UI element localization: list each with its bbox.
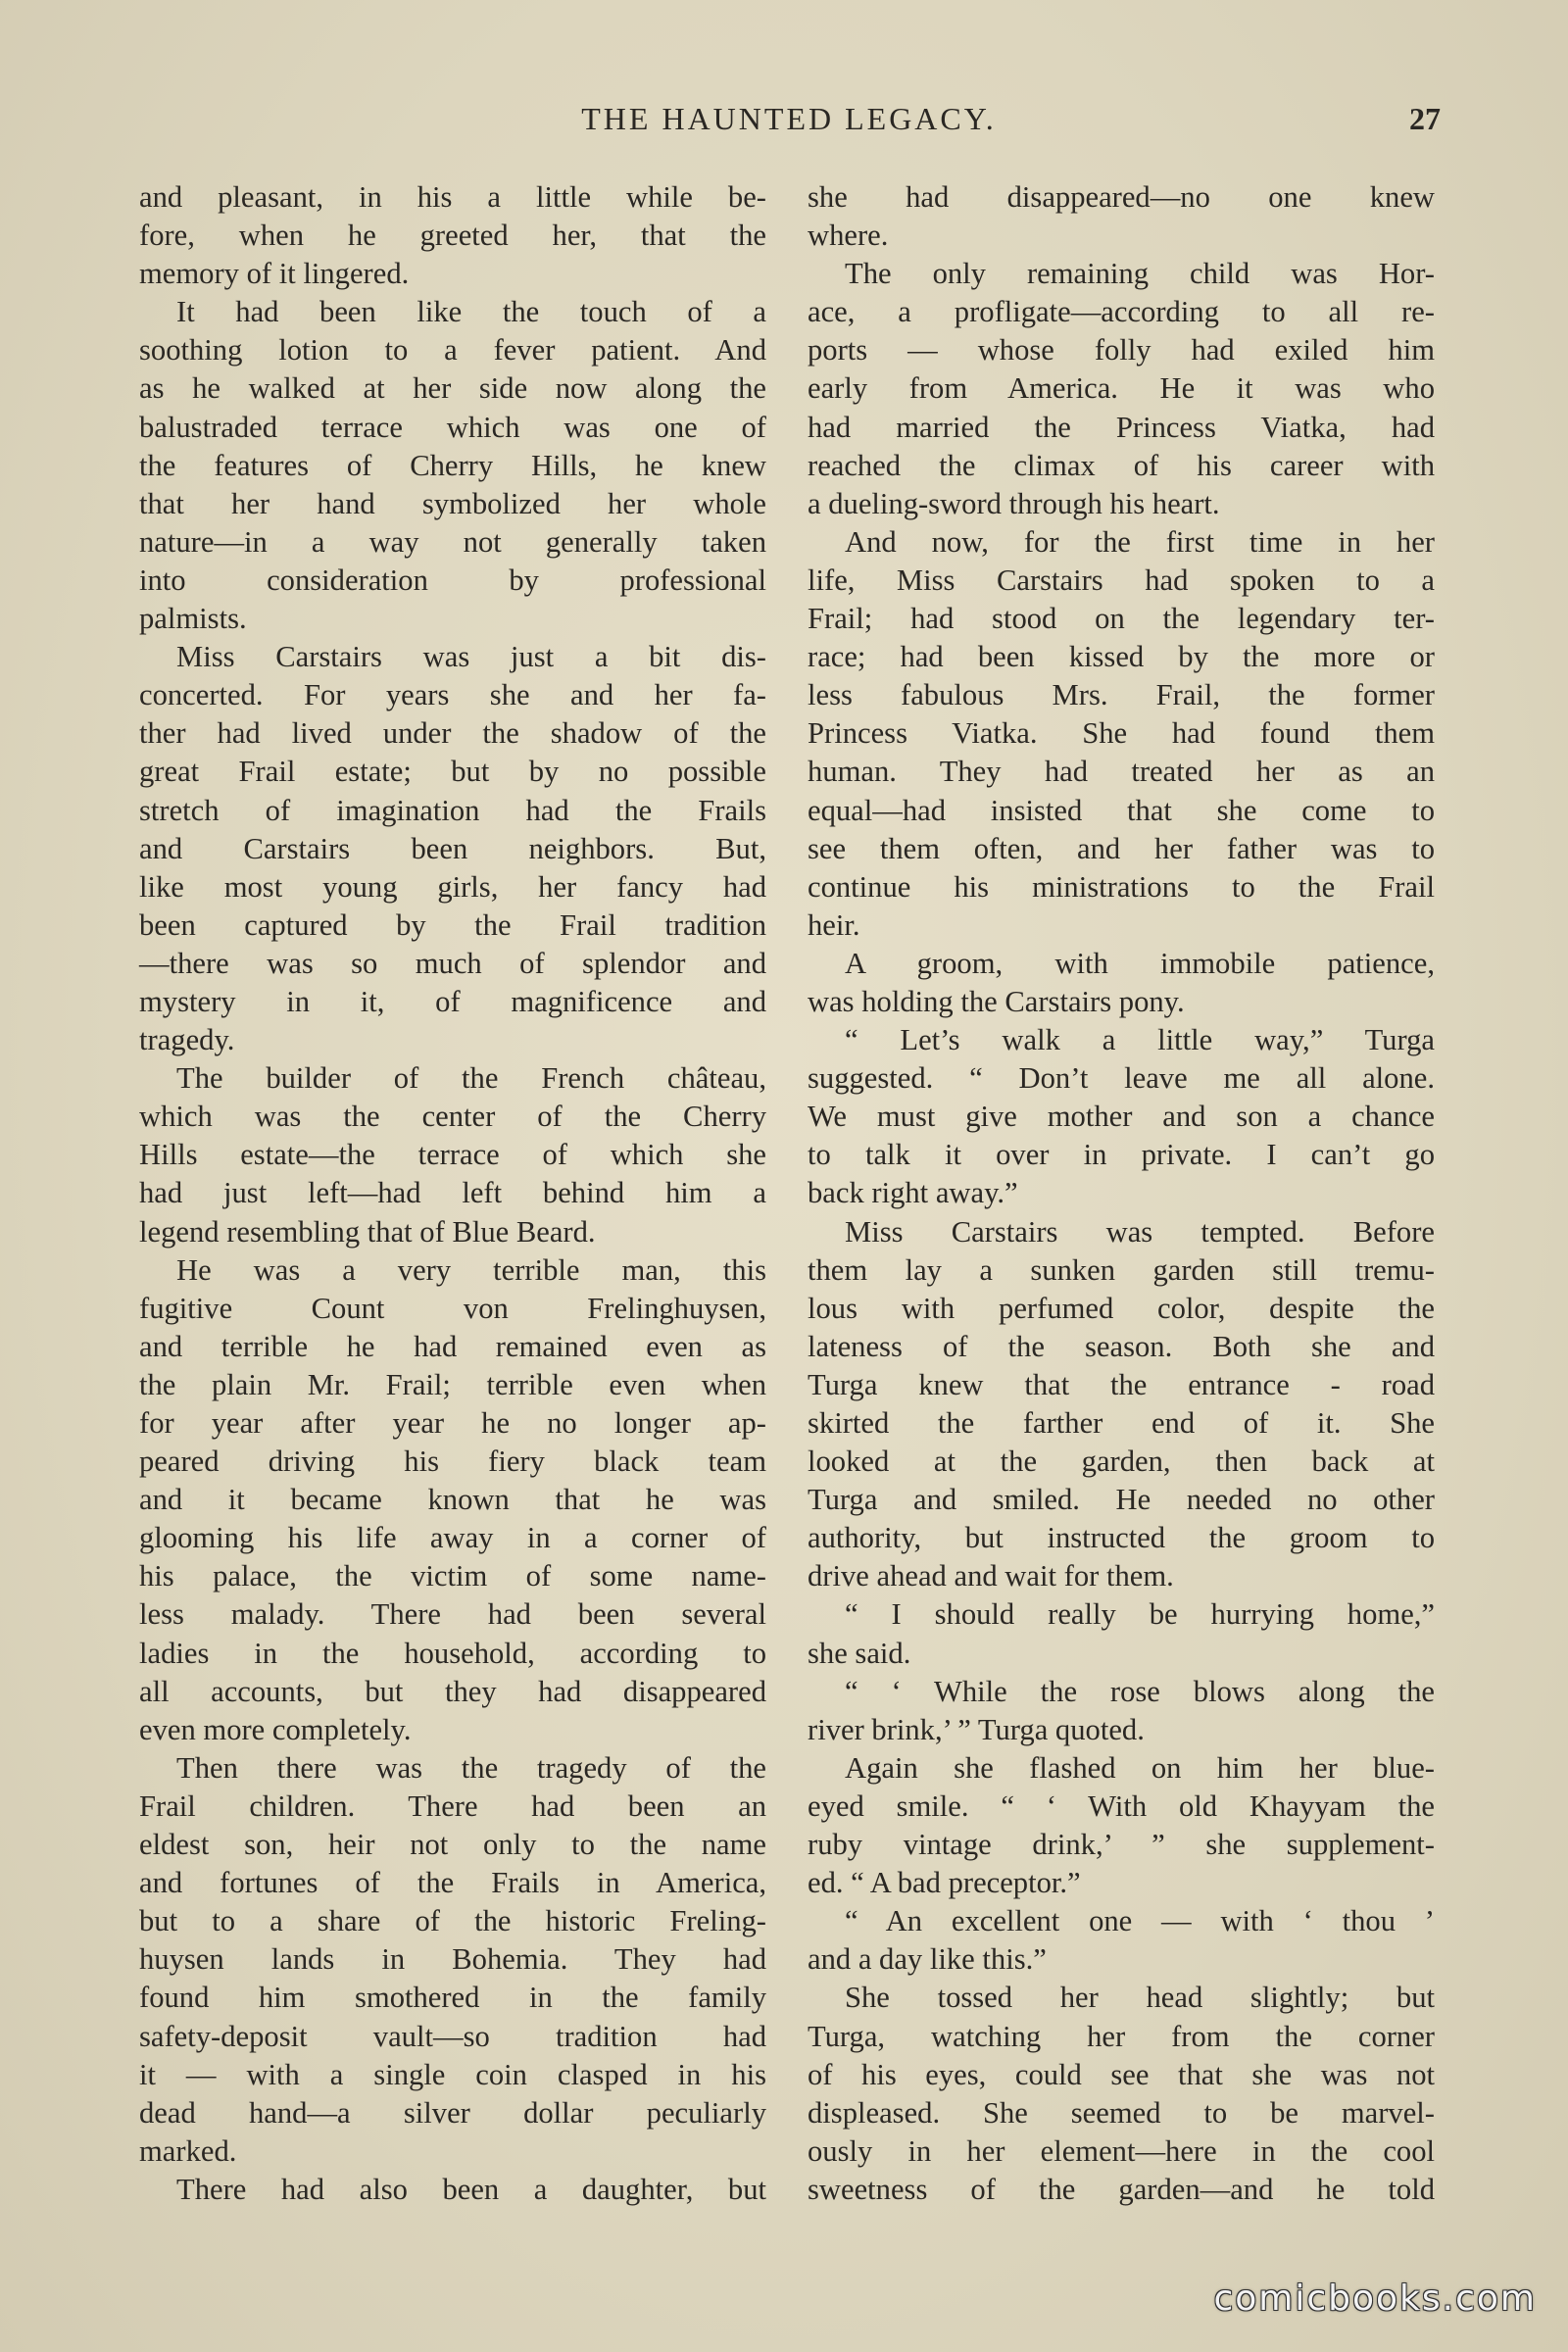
text-line: see them often, and her father was to [808, 831, 1435, 865]
text-line: huysen lands in Bohemia. They had [139, 1942, 766, 1977]
text-line: ed. “ A bad preceptor.” [808, 1866, 1081, 1900]
text-line: Turga, watching her from the corner [808, 2019, 1435, 2053]
text-line: “ Let’s walk a little way,” Turga [845, 1023, 1435, 1057]
text-line: she said. [808, 1636, 911, 1670]
text-line: equal—had insisted that she come to [808, 793, 1435, 827]
text-line: memory of it lingered. [139, 257, 410, 291]
text-line: race; had been kissed by the more or [808, 640, 1435, 674]
text-line: drive ahead and wait for them. [808, 1559, 1174, 1593]
text-line: Then there was the tragedy of the [176, 1750, 766, 1785]
text-line: had married the Princess Viatka, had [808, 410, 1435, 444]
text-line: and pleasant, in his a little while be- [139, 180, 766, 214]
text-line: and a day like this.” [808, 1942, 1047, 1977]
text-line: There had also been a daughter, but [176, 2172, 766, 2206]
text-line: as he walked at her side now along the [139, 371, 766, 406]
text-line: was holding the Carstairs pony. [808, 984, 1185, 1018]
text-line: Princess Viatka. She had found them [808, 716, 1435, 751]
text-line: looked at the garden, then back at [808, 1445, 1435, 1479]
text-line: like most young girls, her fancy had [139, 869, 766, 904]
text-column-right [808, 178, 1435, 2209]
text-line: authority, but instructed the groom to [808, 1521, 1435, 1555]
text-line: balustraded terrace which was one of [139, 410, 766, 444]
text-line: stretch of imagination had the Frails [139, 793, 766, 827]
text-line: a dueling-sword through his heart. [808, 486, 1220, 520]
text-line: glooming his life away in a corner of [139, 1521, 766, 1555]
text-line: displeased. She seemed to be marvel- [808, 2095, 1435, 2130]
text-line: —there was so much of splendor and [139, 946, 766, 980]
text-line: marked. [139, 2133, 237, 2168]
text-line: peared driving his fiery black team [139, 1445, 766, 1479]
text-line: suggested. “ Don’t leave me all alone. [808, 1061, 1435, 1096]
text-line: safety-deposit vault—so tradition had [139, 2019, 766, 2053]
text-line: into consideration by professional [139, 563, 766, 597]
text-line: sweetness of the garden—and he told [808, 2172, 1435, 2206]
text-line: found him smothered in the family [139, 1981, 766, 2015]
text-line: The builder of the French château, [176, 1061, 766, 1096]
text-line: where. [808, 219, 889, 253]
text-line: that her hand symbolized her whole [139, 486, 766, 520]
text-line: had just left—had left behind him a [139, 1176, 766, 1210]
text-line: river brink,’ ” Turga quoted. [808, 1712, 1145, 1746]
text-line: back right away.” [808, 1176, 1018, 1210]
text-line: Frail; had stood on the legendary ter- [808, 602, 1435, 636]
text-line: and terrible he had remained even as [139, 1329, 766, 1363]
text-line: to talk it over in private. I can’t go [808, 1138, 1435, 1172]
text-line: ports — whose folly had exiled him [808, 333, 1435, 368]
text-line: mystery in it, of magnificence and [139, 984, 766, 1018]
text-line: eyed smile. “ ‘ With old Khayyam the [808, 1788, 1435, 1823]
text-column-left [139, 178, 766, 2209]
text-line: skirted the farther end of it. She [808, 1406, 1435, 1440]
watermark-logo: comicbooks.com [1213, 2278, 1537, 2319]
text-line: less malady. There had been several [139, 1597, 766, 1632]
text-line: He was a very terrible man, this [176, 1252, 766, 1287]
text-line: the features of Cherry Hills, he knew [139, 448, 766, 482]
text-line: his palace, the victim of some name- [139, 1559, 766, 1593]
text-line: and fortunes of the Frails in America, [139, 1866, 766, 1900]
text-line: A groom, with immobile patience, [845, 946, 1435, 980]
text-line: tragedy. [139, 1023, 235, 1057]
text-line: eldest son, heir not only to the name [139, 1828, 766, 1862]
text-line: ther had lived under the shadow of the [139, 716, 766, 751]
text-line: “ I should really be hurrying home,” [845, 1597, 1435, 1632]
page-header [137, 101, 1441, 160]
text-line: been captured by the Frail tradition [139, 907, 766, 942]
text-line: but to a share of the historic Freling- [139, 1904, 766, 1938]
text-line: soothing lotion to a fever patient. And [139, 333, 766, 368]
text-line: dead hand—a silver dollar peculiarly [139, 2095, 766, 2130]
text-line: it — with a single coin clasped in his [139, 2057, 766, 2091]
text-line: early from America. He it was who [808, 371, 1435, 406]
text-line: life, Miss Carstairs had spoken to a [808, 563, 1435, 597]
page-number: 27 [1409, 101, 1441, 136]
text-line: “ An excellent one — with ‘ thou ’ [845, 1904, 1435, 1938]
text-line: And now, for the first time in her [845, 524, 1435, 559]
text-line: Hills estate—the terrace of which she [139, 1138, 766, 1172]
text-line: continue his ministrations to the Frail [808, 869, 1435, 904]
text-line: ladies in the household, according to [139, 1636, 766, 1670]
text-line: for year after year he no longer ap- [139, 1406, 766, 1440]
text-line: reached the climax of his career with [808, 448, 1435, 482]
text-line: The only remaining child was Hor- [845, 257, 1435, 291]
text-line: ously in her element—here in the cool [808, 2133, 1435, 2168]
running-title: THE HAUNTED LEGACY. [581, 101, 997, 136]
text-line: nature—in a way not generally taken [139, 524, 766, 559]
text-line: She tossed her head slightly; but [845, 1981, 1435, 2015]
text-line: Turga and smiled. He needed no other [808, 1483, 1435, 1517]
text-line: heir. [808, 907, 860, 942]
text-line: which was the center of the Cherry [139, 1100, 766, 1134]
text-line: It had been like the touch of a [176, 295, 766, 329]
text-line: fore, when he greeted her, that the [139, 219, 766, 253]
text-line: Miss Carstairs was just a bit dis- [176, 640, 766, 674]
text-line: all accounts, but they had disappeared [139, 1674, 766, 1708]
text-line: lous with perfumed color, despite the [808, 1291, 1435, 1325]
text-line: the plain Mr. Frail; terrible even when [139, 1367, 766, 1401]
text-line: great Frail estate; but by no possible [139, 755, 766, 789]
text-line: ruby vintage drink,’ ” she supplement- [808, 1828, 1435, 1862]
text-line: even more completely. [139, 1712, 412, 1746]
text-line: ace, a profligate—according to all re- [808, 295, 1435, 329]
text-line: of his eyes, could see that she was not [808, 2057, 1435, 2091]
text-line: legend resembling that of Blue Beard. [139, 1214, 596, 1249]
text-line: We must give mother and son a chance [808, 1100, 1435, 1134]
text-line: Frail children. There had been an [139, 1788, 766, 1823]
text-line: lateness of the season. Both she and [808, 1329, 1435, 1363]
text-line: Miss Carstairs was tempted. Before [845, 1214, 1435, 1249]
text-line: and Carstairs been neighbors. But, [139, 831, 766, 865]
text-line: she had disappeared—no one knew [808, 180, 1435, 214]
text-line: them lay a sunken garden still tremu- [808, 1252, 1435, 1287]
text-line: fugitive Count von Frelinghuysen, [139, 1291, 766, 1325]
text-line: Again she flashed on him her blue- [845, 1750, 1435, 1785]
text-line: palmists. [139, 602, 247, 636]
text-line: concerted. For years she and her fa- [139, 678, 766, 712]
text-line: Turga knew that the entrance - road [808, 1367, 1435, 1401]
text-line: and it became known that he was [139, 1483, 766, 1517]
text-line: human. They had treated her as an [808, 755, 1435, 789]
text-line: less fabulous Mrs. Frail, the former [808, 678, 1435, 712]
text-line: “ ‘ While the rose blows along the [845, 1674, 1435, 1708]
